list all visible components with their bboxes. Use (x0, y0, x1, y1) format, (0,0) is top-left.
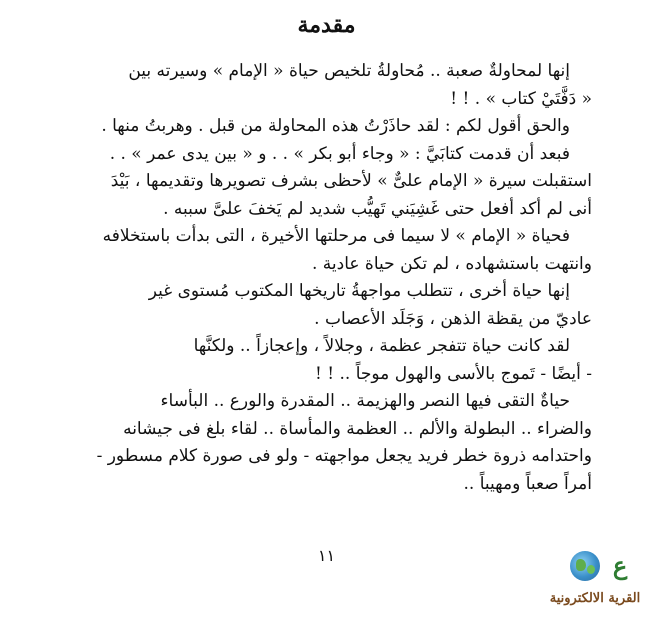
text-line: أمراً صعباً ومهيباً .. (463, 473, 592, 494)
site-logo (540, 551, 650, 619)
globe-icon (570, 551, 600, 581)
body-text (62, 58, 592, 498)
logo-text: القرية الالكترونية (549, 591, 641, 606)
text-line: حياةٌ التقى فيها النصر والهزيمة .. المقدرة والورع .. البأساء (160, 391, 570, 411)
page-title: مقدمة (297, 12, 356, 38)
text-line: فحياة « الإمام » لا سيما فى مرحلتها الأخيرة ، التى بدأت باستخلافه (102, 226, 570, 246)
logo-mark: ع (612, 551, 628, 580)
text-line: إنها لمحاولةٌ صعبة .. مُحاولةُ تلخيص حياة « الإمام » وسيرته بين (128, 61, 570, 81)
text-line: واحتدامه ذروة خطر فريد يجعل مواجهته - ولو فى صورة كلام مسطور - (96, 446, 592, 466)
text-line: استقبلت سيرة « الإمام علىٌّ » لأحظى بشرف تصويرها وتقديمها ، بَيْدَ (110, 171, 592, 191)
text-line: لقد كانت حياة تتفجر عظمة ، وجلالاً ، وإعجازاً .. ولكنَّها (193, 336, 570, 356)
text-line: إنها حياة أخرى ، تتطلب مواجهةُ تاريخها المكتوب مُستوى غير (148, 281, 570, 301)
text-line: عاديّ من يقظة الذهن ، وَجَلَد الأعصاب . (314, 308, 592, 329)
text-line: وانتهت باستشهاده ، لم تكن حياة عادية . (311, 253, 592, 274)
text-line: أنى لم أكد أفعل حتى غَشِيَني تَهيُّب شديد لم يَخفَ علىَّ سببه . (163, 198, 592, 219)
text-line: - أيضًا - تَموج بالأسى والهول موجاً .. ! ! (315, 363, 592, 384)
page-number: ١١ (317, 546, 336, 565)
text-line: « دَفَّتَيْ كتاب » . ! ! (450, 88, 592, 109)
text-line: والضراء .. البطولة والألم .. العظمة والمأساة .. لقاء بلغ فى جيشانه (123, 418, 592, 439)
text-line: فبعد أن قدمت كتابَيَّ : « وجاء أبو بكر » . . و « بين يدى عمر » . . (109, 143, 570, 164)
text-line: والحق أقول لكم : لقد حاذَرْتُ هذه المحاولة من قبل . وهربتُ منها . (101, 116, 570, 136)
